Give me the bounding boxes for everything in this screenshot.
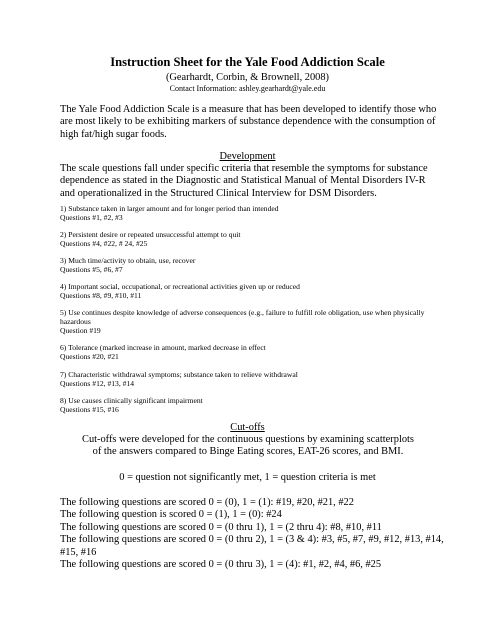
intro-paragraph: The Yale Food Addiction Scale is a measure that has been developed to identify those who are most likely to be exhibiting markers of substance dependence with the consumption of high fat/high sugar foods. bbox=[60, 104, 437, 140]
criterion-label: 7) Characteristic withdrawal symptoms; substance taken to relieve withdrawal bbox=[60, 369, 298, 379]
document-authors: (Gearhardt, Corbin, & Brownell, 2008) bbox=[165, 72, 330, 83]
scoring-line: The following questions are scored 0 = (0 thru 2), 1 = (3 & 4): #3, #5, #7, #9, #12, #13, #14, #15, #16 bbox=[60, 534, 444, 558]
criterion-item bbox=[60, 308, 445, 335]
contact-information: Contact Information: ashley.gearhardt@yale.edu bbox=[169, 84, 326, 93]
criterion-item bbox=[60, 204, 445, 222]
criterion-item bbox=[60, 396, 445, 414]
criterion-item bbox=[60, 370, 445, 388]
scoring-line: The following question is scored 0 = (1), 1 = (0): #24 bbox=[60, 509, 282, 521]
criterion-label: 2) Persistent desire or repeated unsuccessful attempt to quit bbox=[60, 230, 241, 240]
document-title: Instruction Sheet for the Yale Food Addiction Scale bbox=[110, 55, 385, 69]
cutoffs-heading: Cut-offs bbox=[230, 422, 265, 433]
development-paragraph: The scale questions fall under specific criteria that resemble the symptoms for substance dependence as stated in the Diagnostic and Statistical Manual of Mental Disorders IV-R and operationalized in the Structured Clinical Interview for DSM Disorders. bbox=[60, 163, 428, 199]
criteria-list bbox=[60, 204, 445, 422]
scoring-line: The following questions are scored 0 = (0 thru 3), 1 = (4): #1, #2, #4, #6, #25 bbox=[60, 559, 382, 571]
criterion-questions: Questions #20, #21 bbox=[60, 352, 119, 362]
criterion-questions: Questions #1, #2, #3 bbox=[60, 213, 123, 222]
criterion-item bbox=[60, 343, 445, 361]
scoring-definition: 0 = question not significantly met, 1 = question criteria is met bbox=[119, 472, 376, 483]
criterion-label: 1) Substance taken in larger amount and for longer period than intended bbox=[60, 204, 279, 213]
criterion-questions: Questions #8, #9, #10, #11 bbox=[60, 291, 142, 301]
criterion-questions: Questions #5, #6, #7 bbox=[60, 265, 123, 275]
criterion-label: 3) Much time/activity to obtain, use, recover bbox=[60, 256, 196, 266]
criterion-questions: Questions #4, #22, # 24, #25 bbox=[60, 239, 148, 249]
criterion-item bbox=[60, 282, 445, 300]
cutoffs-paragraph: Cut-offs were developed for the continuous questions by examining scatterplots of the answers compared to Binge Eating scores, EAT-26 scores, and BMI. bbox=[82, 434, 414, 458]
criterion-questions: Questions #12, #13, #14 bbox=[60, 378, 135, 388]
criterion-label: 4) Important social, occupational, or recreational activities given up or reduced bbox=[60, 282, 300, 292]
criterion-label: 8) Use causes clinically significant impairment bbox=[60, 395, 203, 405]
criterion-questions: Question #19 bbox=[60, 326, 101, 336]
criterion-label: 5) Use continues despite knowledge of adverse consequences (e.g., failure to fulfill role obligation, use when physically hazardous bbox=[60, 308, 425, 327]
criterion-questions: Questions #15, #16 bbox=[60, 404, 119, 414]
criterion-item bbox=[60, 230, 445, 248]
scoring-lines bbox=[60, 497, 450, 571]
criterion-item bbox=[60, 256, 445, 274]
criterion-label: 6) Tolerance (marked increase in amount, marked decrease in effect bbox=[60, 343, 266, 353]
scoring-line: The following questions are scored 0 = (0), 1 = (1): #19, #20, #21, #22 bbox=[60, 497, 354, 508]
development-heading: Development bbox=[219, 151, 276, 162]
scoring-line: The following questions are scored 0 = (0 thru 1), 1 = (2 thru 4): #8, #10, #11 bbox=[60, 521, 382, 533]
